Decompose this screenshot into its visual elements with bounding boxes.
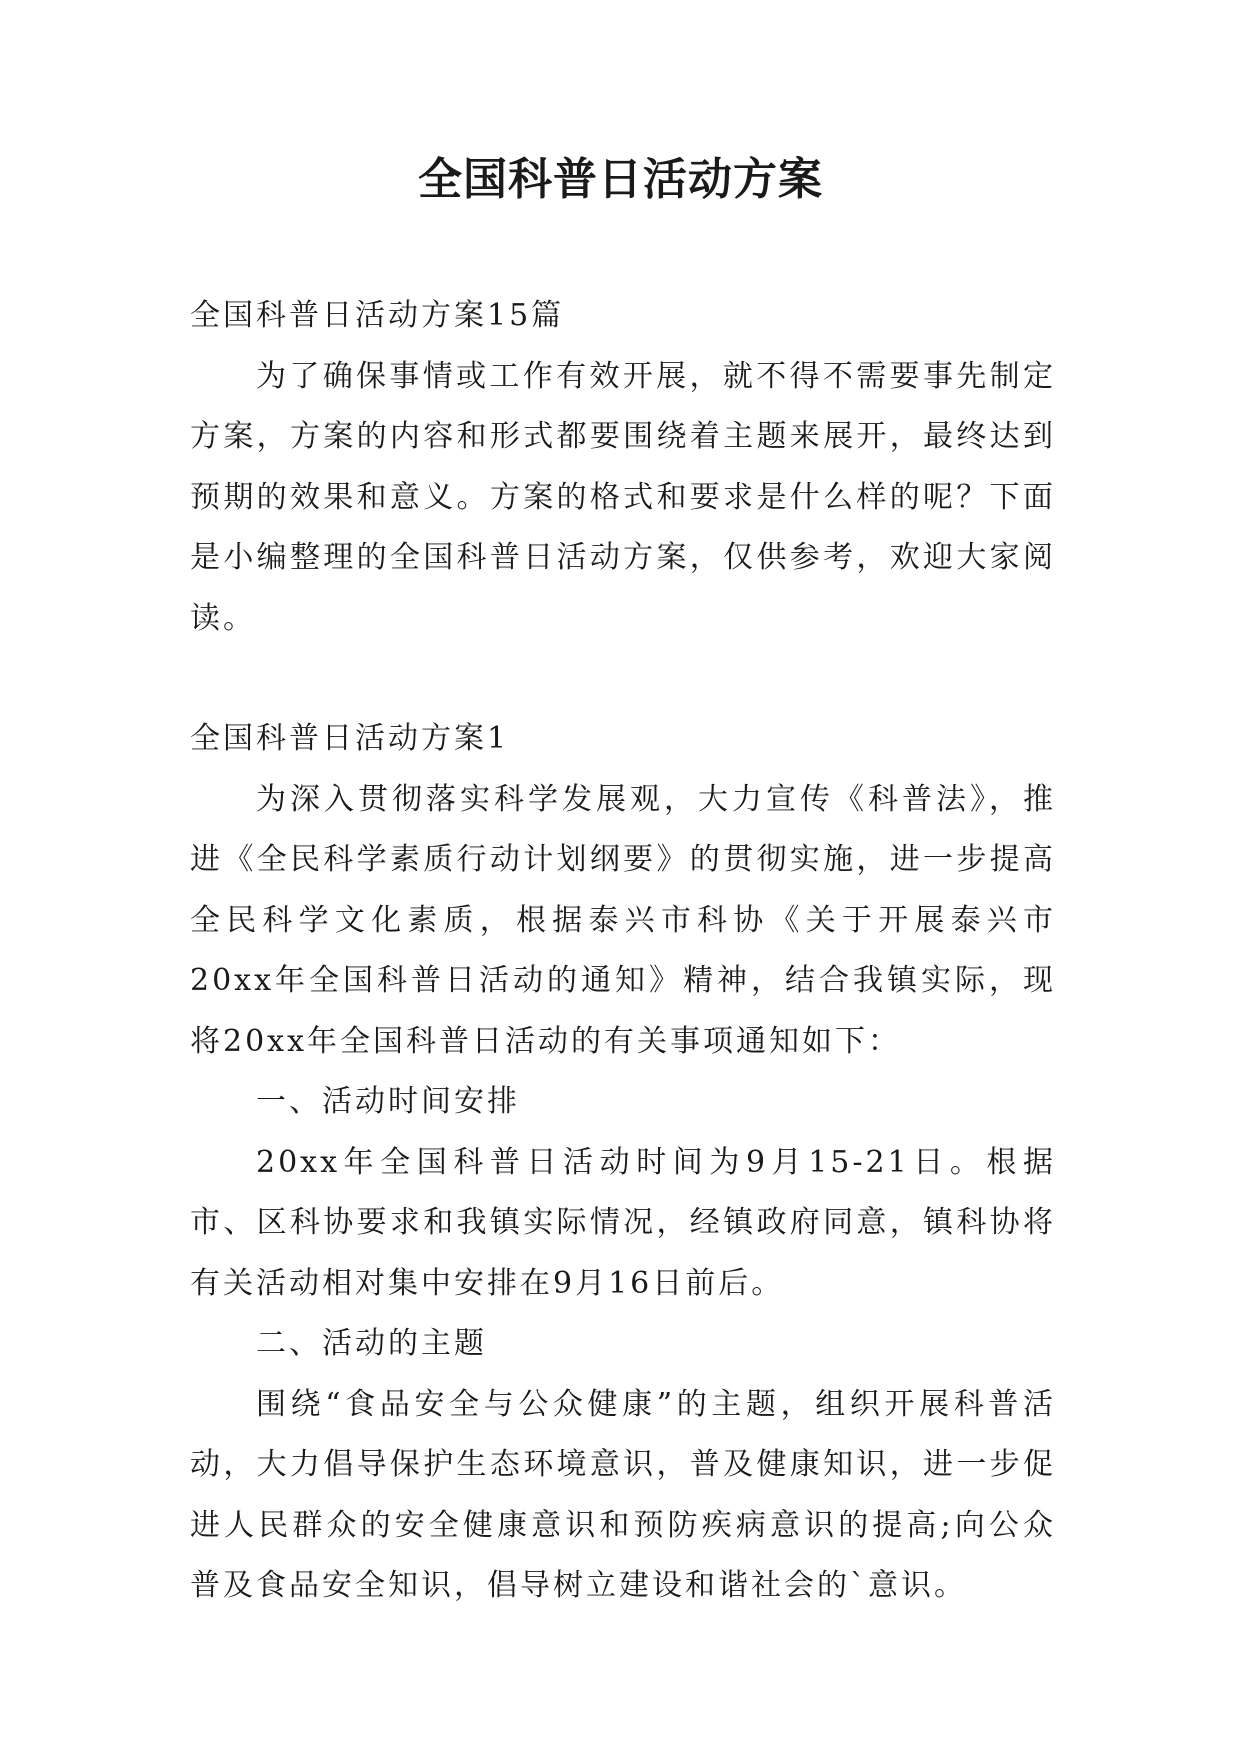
section1-paragraph: 为深入贯彻落实科学发展观，大力宣传《科普法》，推进《全民科学素质行动计划纲要》的贯彻实施，进一步提高全民科学文化素质，根据泰兴市科协《关于开展泰兴市20xx年全国科普日活动的通知》精神，结合我镇实际，现将20xx年全国科普日活动的有关事项通知如下： — [190, 781, 1056, 1059]
intro-heading: 全国科普日活动方案15篇 — [190, 298, 565, 333]
intro-paragraph: 为了确保事情或工作有效开展，就不得不需要事先制定方案，方案的内容和形式都要围绕着主题来展开，最终达到预期的效果和意义。方案的格式和要求是什么样的呢？下面是小编整理的全国科普日活动方案，仅供参考，欢迎大家阅读。 — [190, 358, 1056, 636]
item1-heading: 一、活动时间安排 — [256, 1084, 520, 1119]
item2-heading: 二、活动的主题 — [256, 1326, 487, 1361]
item1-paragraph: 20xx年全国科普日活动时间为9月15-21日。根据市、区科协要求和我镇实际情况，经镇政府同意，镇科协将有关活动相对集中安排在9月16日前后。 — [190, 1144, 1056, 1301]
section-spacer — [190, 649, 1056, 709]
item2-paragraph: 围绕“食品安全与公众健康”的主题，组织开展科普活动，大力倡导保护生态环境意识，普及健康知识，进一步促进人民群众的安全健康意识和预防疾病意识的提高;向公众普及食品安全知识，倡导树立建设和谐社会的`意识。 — [190, 1386, 1056, 1603]
document-title: 全国科普日活动方案 — [418, 154, 823, 205]
section1-heading: 全国科普日活动方案1 — [190, 721, 510, 756]
document-body — [190, 286, 1056, 1617]
